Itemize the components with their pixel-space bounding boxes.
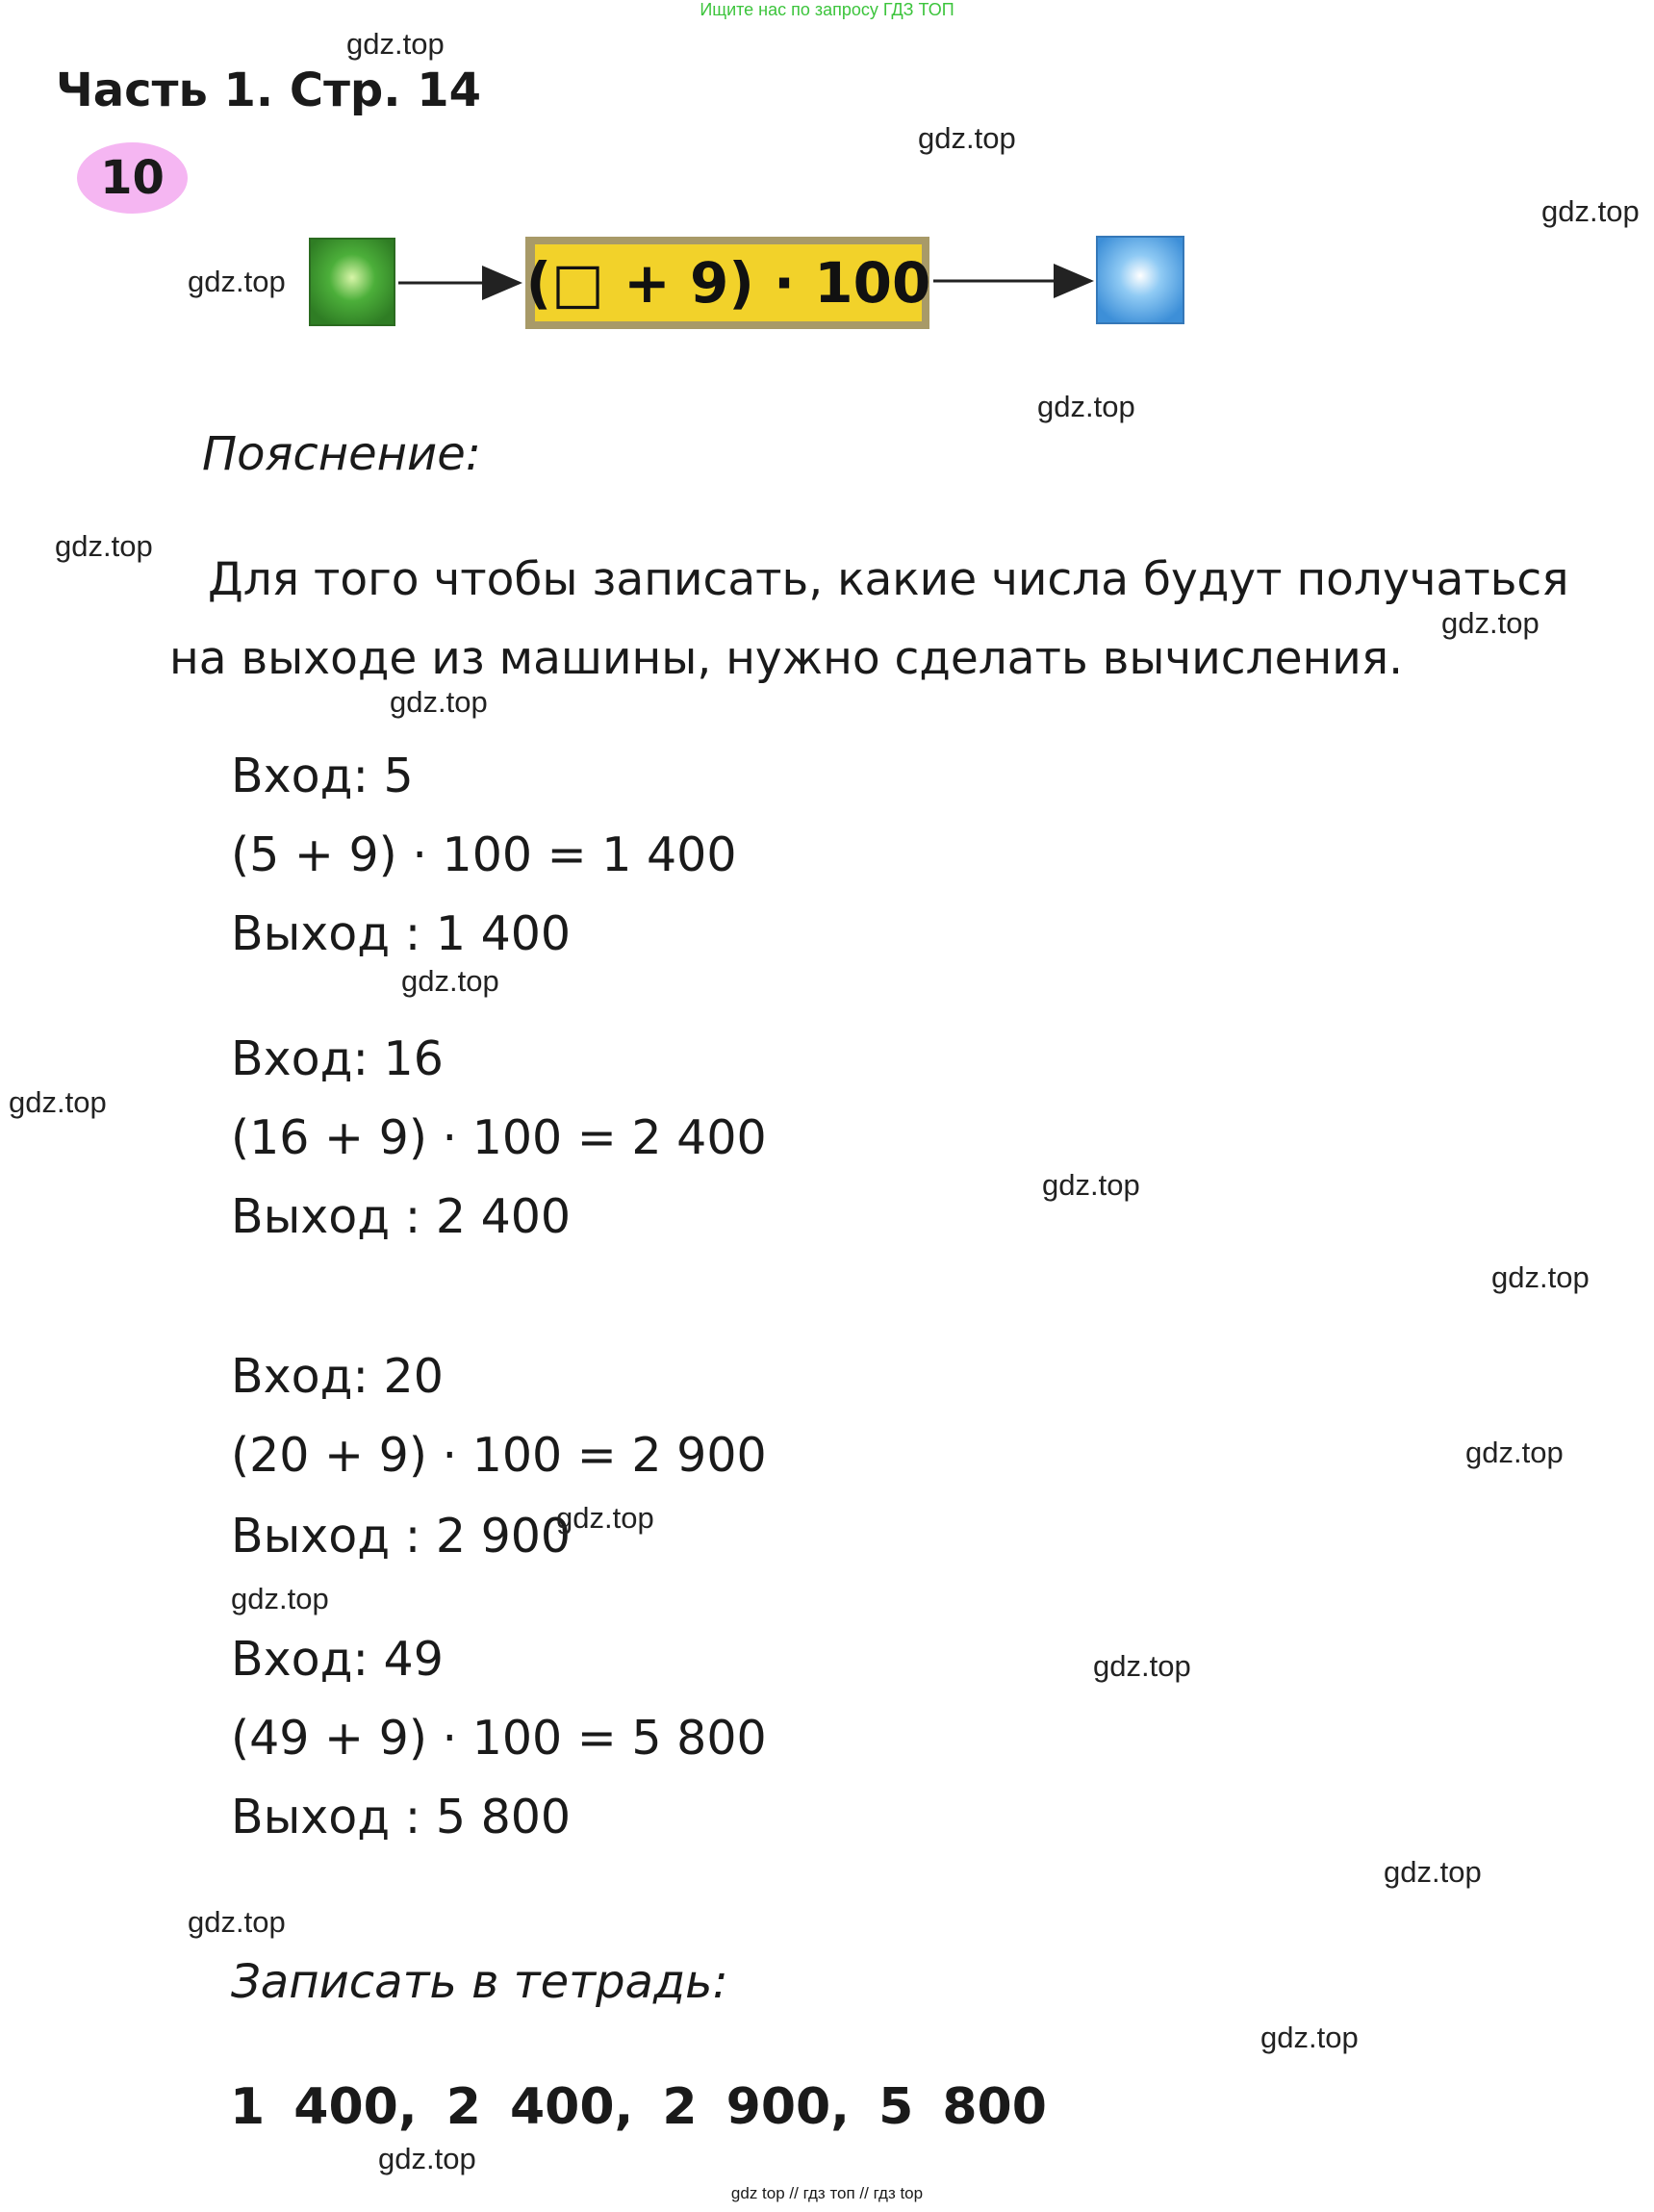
watermark: gdz.top bbox=[346, 27, 445, 61]
calc-2-expression: (16 + 9) · 100 = 2 400 bbox=[231, 1110, 767, 1165]
calc-3-expression: (20 + 9) · 100 = 2 900 bbox=[231, 1428, 767, 1483]
watermark: gdz.top bbox=[918, 121, 1016, 155]
function-machine-svg bbox=[306, 214, 1201, 339]
watermark: gdz.top bbox=[1260, 2021, 1359, 2054]
calc-2-input: Вход: 16 bbox=[231, 1031, 444, 1086]
watermark: gdz.top bbox=[401, 964, 499, 998]
calc-2-output: Выход : 2 400 bbox=[231, 1189, 572, 1244]
watermark: gdz.top bbox=[1541, 194, 1640, 228]
calc-4-expression: (49 + 9) · 100 = 5 800 bbox=[231, 1711, 767, 1766]
calc-1-input: Вход: 5 bbox=[231, 749, 414, 803]
watermark: gdz.top bbox=[556, 1501, 654, 1535]
task-number: 10 bbox=[100, 151, 165, 205]
watermark: gdz.top bbox=[1441, 606, 1539, 640]
function-machine-diagram bbox=[306, 214, 1201, 339]
watermark: gdz.top bbox=[1465, 1436, 1564, 1469]
page-title: Часть 1. Стр. 14 bbox=[56, 64, 482, 117]
watermark: gdz.top bbox=[1037, 390, 1135, 423]
watermark: gdz.top bbox=[9, 1085, 107, 1119]
calc-3-output: Выход : 2 900 bbox=[231, 1509, 572, 1564]
calc-4-output: Выход : 5 800 bbox=[231, 1790, 572, 1844]
watermark: gdz.top bbox=[1384, 1855, 1482, 1889]
task-number-badge bbox=[77, 142, 188, 214]
calc-4-input: Вход: 49 bbox=[231, 1632, 444, 1687]
watermark: gdz.top bbox=[390, 685, 488, 719]
input-square bbox=[310, 239, 394, 325]
notebook-answer: 1 400, 2 400, 2 900, 5 800 bbox=[230, 2078, 1047, 2136]
machine-formula: (□ + 9) · 100 bbox=[525, 250, 931, 316]
watermark: gdz.top bbox=[378, 2142, 476, 2175]
notebook-heading: Записать в тетрадь: bbox=[231, 1955, 728, 2009]
top-banner: Ищите нас по запросу ГДЗ ТОП bbox=[700, 0, 954, 19]
calc-3-input: Вход: 20 bbox=[231, 1349, 444, 1404]
calc-1-expression: (5 + 9) · 100 = 1 400 bbox=[231, 827, 737, 882]
explanation-heading: Пояснение: bbox=[202, 427, 481, 481]
watermark: gdz.top bbox=[188, 265, 286, 298]
output-square bbox=[1097, 237, 1183, 323]
watermark: gdz.top bbox=[1491, 1260, 1590, 1294]
calc-1-output: Выход : 1 400 bbox=[231, 906, 572, 961]
explanation-text: Для того чтобы записать, какие числа будут получаться на выходе из машины, нужно сделать вычисления. bbox=[169, 553, 1569, 685]
watermark: gdz.top bbox=[1093, 1649, 1191, 1683]
watermark: gdz.top bbox=[1042, 1168, 1140, 1202]
watermark: gdz.top bbox=[55, 529, 153, 563]
watermark: gdz.top bbox=[231, 1582, 329, 1615]
bottom-banner: gdz top // гдз топ // гдз top bbox=[730, 2184, 924, 2202]
watermark: gdz.top bbox=[188, 1905, 286, 1939]
